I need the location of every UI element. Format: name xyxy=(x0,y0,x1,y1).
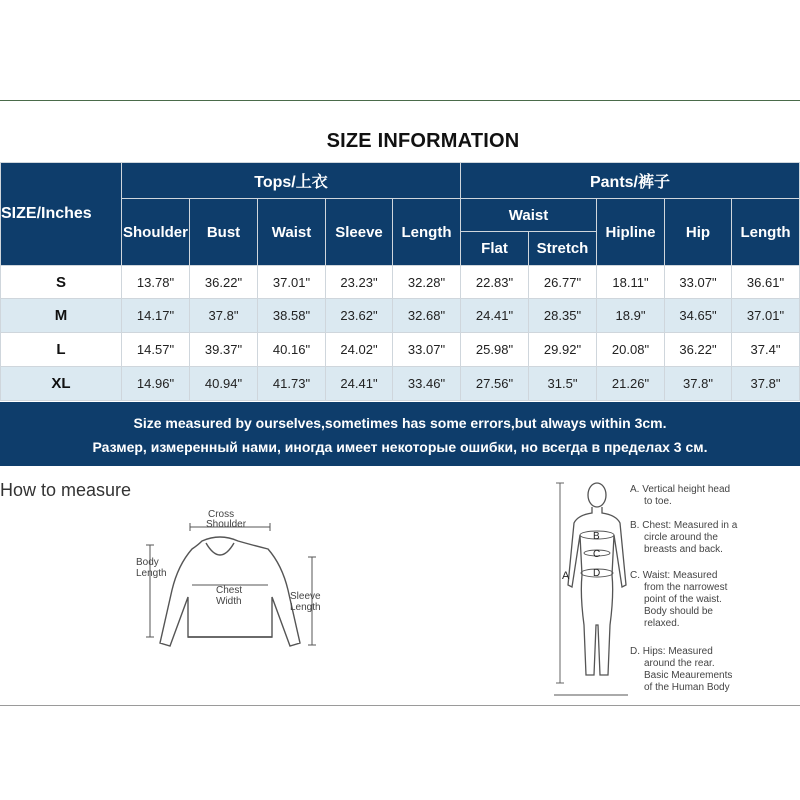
table-cell: 29.92" xyxy=(529,333,597,367)
page-title: SIZE INFORMATION xyxy=(326,130,520,152)
table-row xyxy=(1,299,800,333)
size-table xyxy=(0,162,800,401)
table-cell: 26.77" xyxy=(529,266,597,299)
pants-group-header: Pants/裤子 xyxy=(461,163,800,199)
note-b xyxy=(630,520,737,556)
table-cell: 34.65" xyxy=(665,299,732,333)
table-row xyxy=(1,367,800,401)
col-waist-stretch: Stretch xyxy=(529,232,597,266)
col-sleeve: Sleeve xyxy=(326,199,393,266)
note-c-line: Body should be xyxy=(644,606,713,617)
table-cell: 23.23" xyxy=(326,266,393,299)
table-cell: 18.11" xyxy=(597,266,665,299)
col-waist-flat: Flat xyxy=(461,232,529,266)
table-row xyxy=(1,266,800,299)
note-a-line: to toe. xyxy=(644,496,672,507)
note-c-line: point of the waist. xyxy=(644,594,722,605)
table-cell: 13.78" xyxy=(122,266,190,299)
table-cell: 37.8" xyxy=(190,299,258,333)
table-cell: 18.9" xyxy=(597,299,665,333)
col-bust: Bust xyxy=(190,199,258,266)
table-cell: 22.83" xyxy=(461,266,529,299)
table-cell: 25.98" xyxy=(461,333,529,367)
label-cross: Cross xyxy=(208,509,235,520)
label-chest: Chest xyxy=(216,585,243,596)
col-pants-waist: Waist xyxy=(461,199,597,232)
note-b-line: B. Chest: Measured in a xyxy=(630,520,738,531)
label-body: Body xyxy=(136,557,159,568)
col-shoulder: Shoulder xyxy=(122,199,190,266)
table-cell: 41.73" xyxy=(258,367,326,401)
how-to-measure-heading: How to measure xyxy=(0,480,132,500)
note-a-line: A. Vertical height head xyxy=(630,484,731,495)
label-shoulder: Shoulder xyxy=(206,519,247,530)
table-cell: 37.8" xyxy=(732,367,800,401)
table-cell: 31.5" xyxy=(529,367,597,401)
table-cell: 23.62" xyxy=(326,299,393,333)
table-cell: 37.4" xyxy=(732,333,800,367)
size-label: XL xyxy=(1,367,122,401)
table-cell: 14.17" xyxy=(122,299,190,333)
table-cell: 37.8" xyxy=(665,367,732,401)
table-cell: 24.41" xyxy=(326,367,393,401)
table-cell: 28.35" xyxy=(529,299,597,333)
table-cell: 38.58" xyxy=(258,299,326,333)
table-cell: 36.22" xyxy=(190,266,258,299)
note-c xyxy=(630,570,727,630)
marker-d: D xyxy=(593,568,601,579)
col-hip: Hip xyxy=(665,199,732,266)
bottom-divider xyxy=(0,705,800,706)
notice-english: Size measured by ourselves,sometimes has some errors,but always within 3cm. xyxy=(133,415,667,431)
body-figure xyxy=(550,475,630,700)
marker-a: A xyxy=(562,570,570,582)
table-cell: 39.37" xyxy=(190,333,258,367)
note-c-line: C. Waist: Measured xyxy=(630,570,718,581)
top-divider xyxy=(0,100,800,101)
size-label: M xyxy=(1,299,122,333)
notice-russian: Размер, измеренный нами, иногда имеет некоторые ошибки, но всегда в пределах 3 см. xyxy=(92,439,708,455)
note-d-line: of the Human Body xyxy=(644,682,730,693)
table-cell: 37.01" xyxy=(732,299,800,333)
table-cell: 14.57" xyxy=(122,333,190,367)
tops-group-header: Tops/上衣 xyxy=(122,163,461,199)
note-d-line: around the rear. xyxy=(644,658,715,669)
table-cell: 33.07" xyxy=(665,266,732,299)
table-cell: 36.61" xyxy=(732,266,800,299)
table-cell: 40.16" xyxy=(258,333,326,367)
col-hipline: Hipline xyxy=(597,199,665,266)
note-d xyxy=(630,646,732,694)
table-cell: 33.46" xyxy=(393,367,461,401)
note-c-line: from the narrowest xyxy=(644,582,728,593)
table-cell: 40.94" xyxy=(190,367,258,401)
marker-c: C xyxy=(593,549,601,560)
note-d-line: D. Hips: Measured xyxy=(630,646,713,657)
table-cell: 21.26" xyxy=(597,367,665,401)
col-length-pants: Length xyxy=(732,199,800,266)
measurement-notice xyxy=(0,402,800,466)
table-cell: 36.22" xyxy=(665,333,732,367)
note-c-line: relaxed. xyxy=(644,618,680,629)
table-cell: 24.41" xyxy=(461,299,529,333)
size-label: L xyxy=(1,333,122,367)
marker-b: B xyxy=(593,531,600,542)
note-d-line: Basic Meaurements xyxy=(644,670,733,681)
label-width: Width xyxy=(216,596,242,607)
note-b-line: breasts and back. xyxy=(644,544,723,555)
col-waist: Waist xyxy=(258,199,326,266)
sweater-diagram xyxy=(130,505,330,655)
note-a xyxy=(630,484,730,508)
label-sleeve: Sleeve xyxy=(290,591,321,602)
table-row xyxy=(1,333,800,367)
note-b-line: circle around the xyxy=(644,532,718,543)
table-cell: 27.56" xyxy=(461,367,529,401)
table-cell: 14.96" xyxy=(122,367,190,401)
table-cell: 37.01" xyxy=(258,266,326,299)
table-cell: 20.08" xyxy=(597,333,665,367)
label-sleeve-length: Length xyxy=(290,602,321,613)
table-cell: 32.68" xyxy=(393,299,461,333)
col-length-tops: Length xyxy=(393,199,461,266)
label-body-length: Length xyxy=(136,568,167,579)
table-cell: 33.07" xyxy=(393,333,461,367)
table-cell: 24.02" xyxy=(326,333,393,367)
size-column-header: SIZE/Inches xyxy=(1,163,122,266)
table-cell: 32.28" xyxy=(393,266,461,299)
size-label: S xyxy=(1,266,122,299)
